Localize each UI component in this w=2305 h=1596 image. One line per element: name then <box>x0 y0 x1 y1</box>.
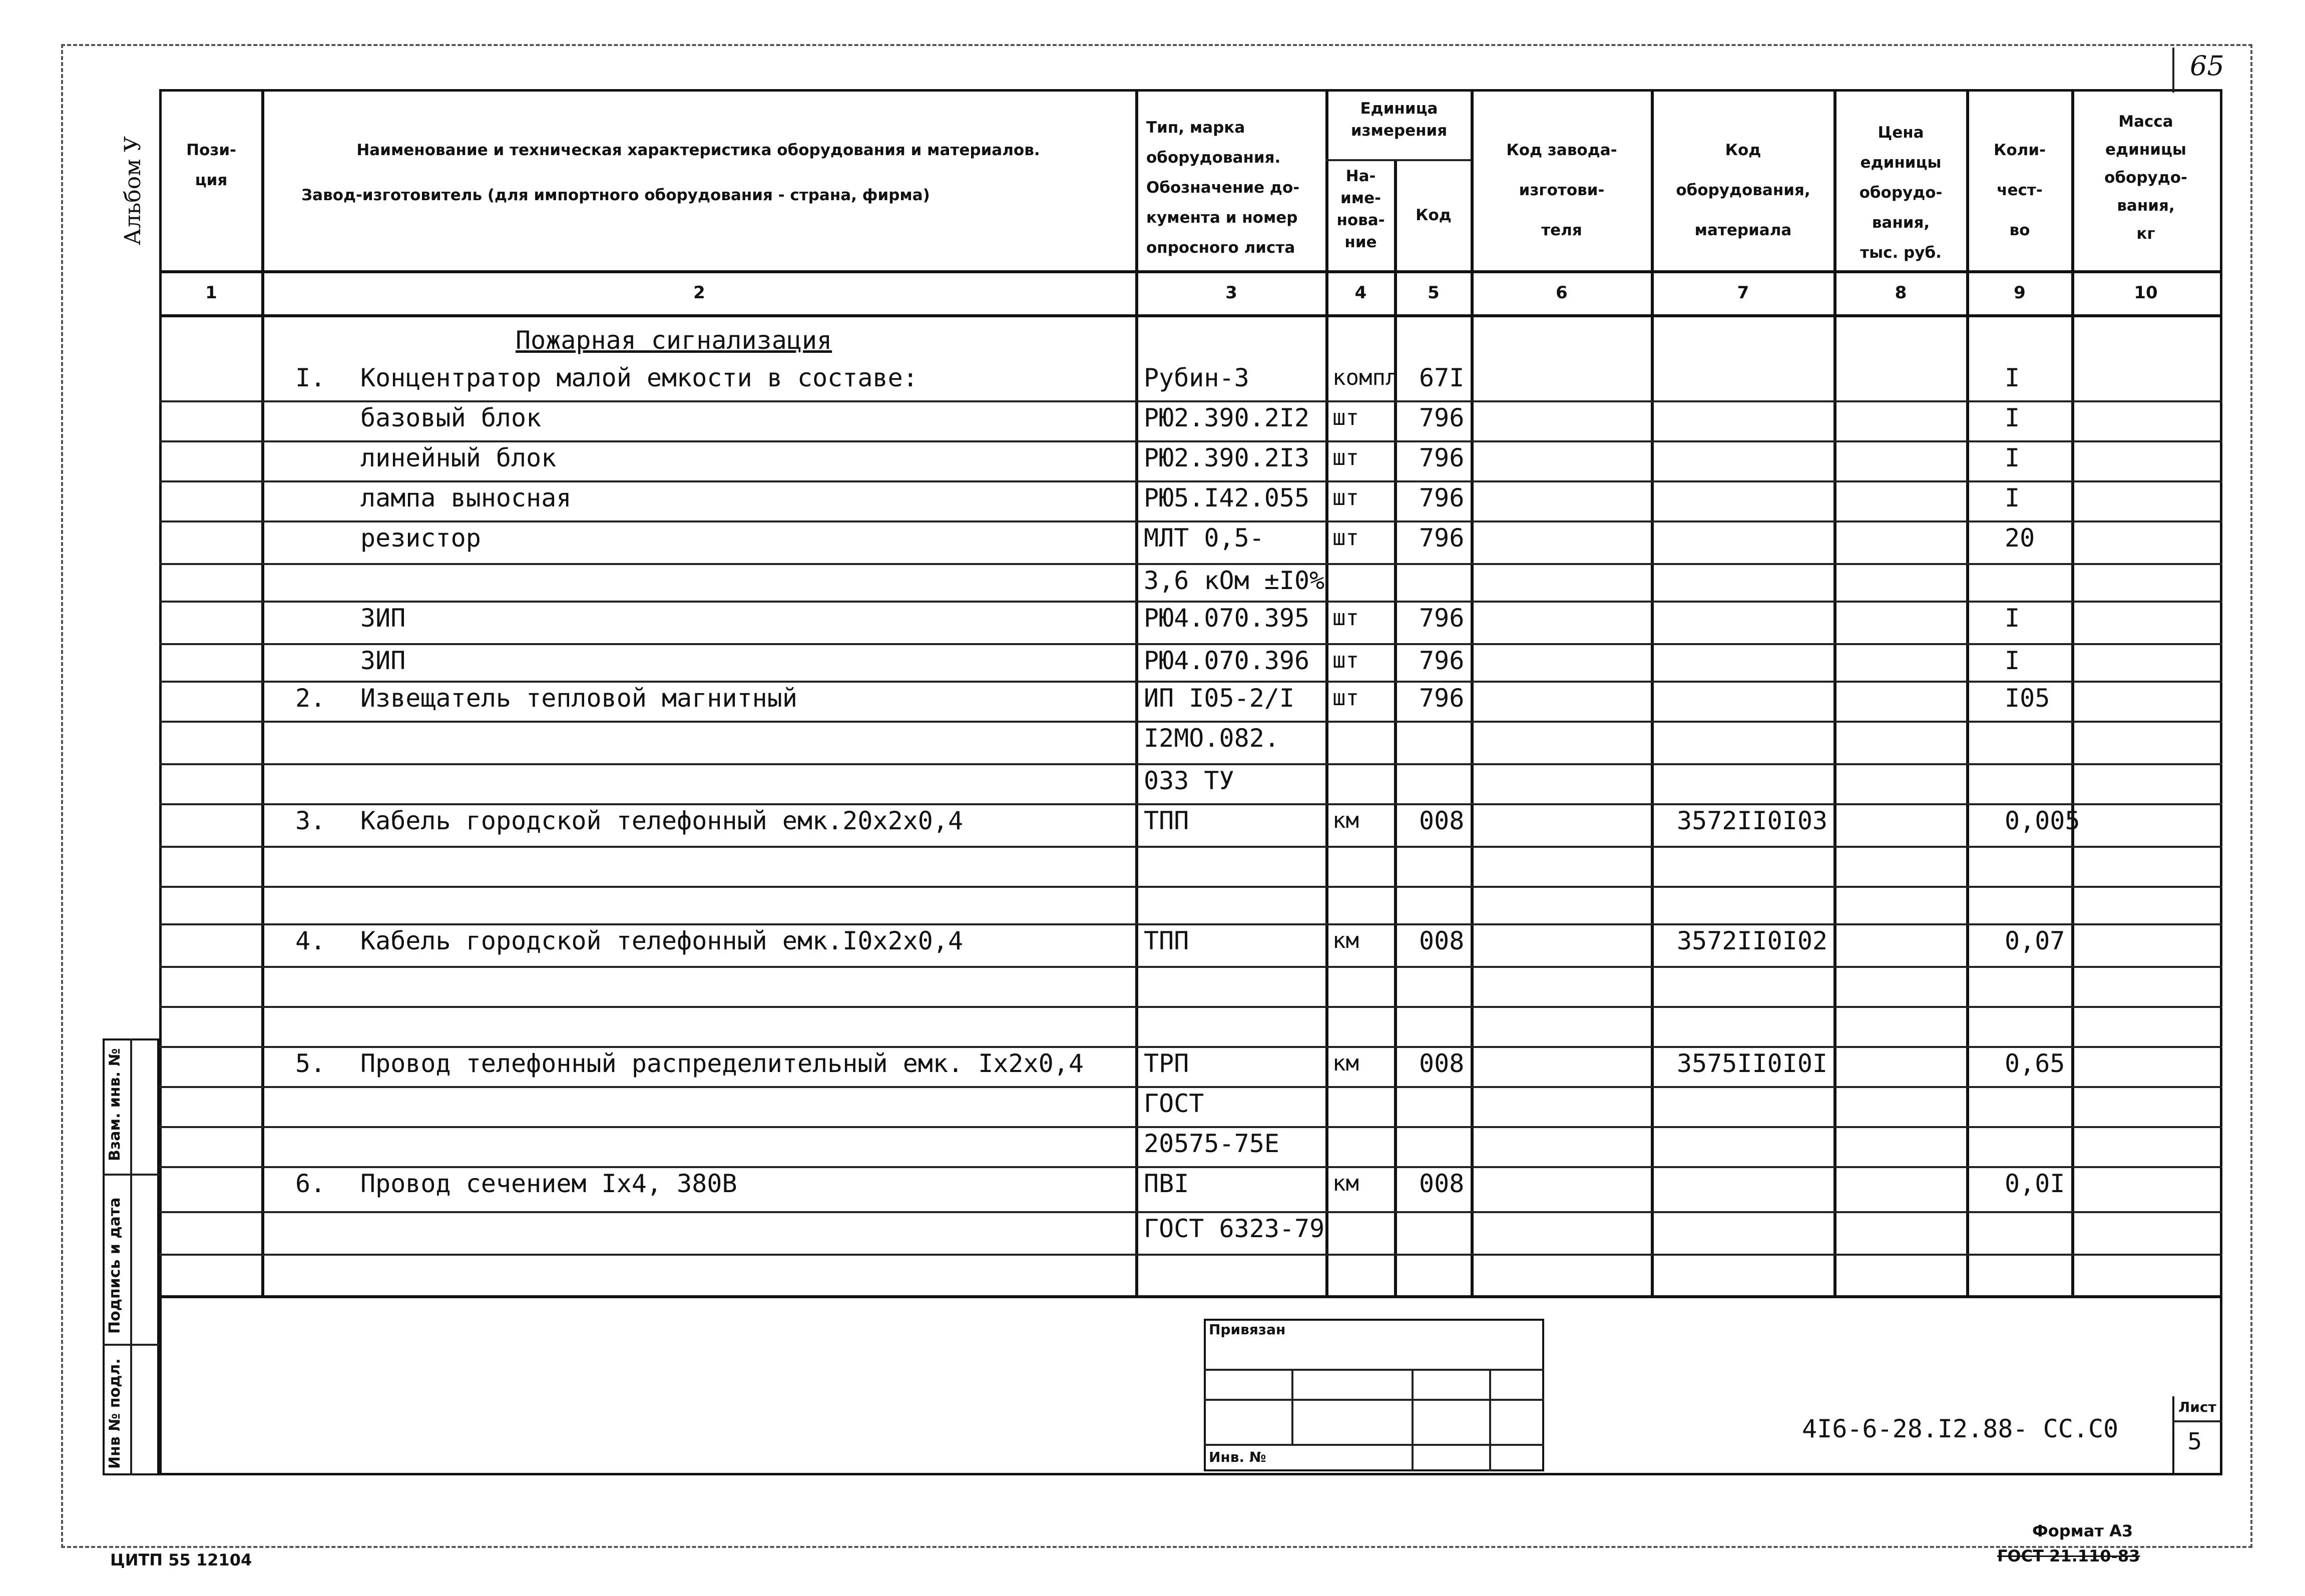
cell-code: 796 <box>1419 684 1465 713</box>
header-col8: Цена единицы оборудо- вания, тыс. руб. <box>1859 124 1943 262</box>
cell-type: РЮ2.390.2I3 <box>1144 443 1310 472</box>
table-row-line <box>159 520 2222 522</box>
cell-type: РЮ4.070.395 <box>1144 604 1310 633</box>
table-row-line <box>159 563 2222 565</box>
side-stamp-signature-date: Подпись и дата <box>106 1197 124 1334</box>
cell-qty: I05 <box>2005 684 2050 713</box>
cell-qty: I <box>2005 403 2020 432</box>
col-line-5 <box>1471 89 1474 1295</box>
bind-vline-2 <box>1412 1369 1414 1471</box>
table-row-line <box>159 1006 2222 1008</box>
table-row-line <box>159 923 2222 925</box>
cell-type: 20575-75Е <box>1144 1129 1279 1158</box>
cell-type: ГОСТ 6323-79 <box>1144 1214 1325 1243</box>
colnum-bottom-line <box>159 314 2222 317</box>
colnum-8: 8 <box>1895 283 1907 303</box>
cell-pos: I. <box>295 363 326 392</box>
col-line-7 <box>1833 89 1836 1295</box>
cell-type: 033 ТУ <box>1144 766 1234 795</box>
bind-title: Привязан <box>1209 1321 1286 1338</box>
cell-qty: I <box>2005 483 2020 512</box>
format-label: Формат А3 <box>2032 1521 2133 1540</box>
cell-type: Рубин-3 <box>1144 363 1249 392</box>
unit-subheader-line <box>1325 159 1471 161</box>
cell-pos: 4. <box>295 926 326 955</box>
cell-mat: 3575II0I0I <box>1677 1049 1828 1078</box>
col-line-1 <box>261 89 264 1295</box>
sheet-label: Лист <box>2178 1399 2216 1415</box>
header-col9: Коли- чест- во <box>1994 141 2046 239</box>
cell-qty: 20 <box>2005 523 2035 553</box>
table-row-line <box>159 1254 2222 1256</box>
cell-code: 008 <box>1419 806 1465 835</box>
table-row-line <box>159 763 2222 765</box>
cell-unit: шт <box>1332 648 1359 673</box>
cell-unit: шт <box>1332 685 1359 711</box>
cell-code: 796 <box>1419 604 1465 633</box>
cell-code: 008 <box>1419 1049 1465 1078</box>
header-col10: Масса единицы оборудо- вания, кг <box>2104 113 2187 243</box>
side-stamp-inner-line <box>130 1038 132 1475</box>
header-col3: Тип, марка оборудования. Обозначение до- кумента и номер опросного листа <box>1146 119 1300 257</box>
table-bottom-line <box>159 1295 2222 1298</box>
cell-unit: шт <box>1332 605 1359 631</box>
cell-code: 796 <box>1419 646 1465 675</box>
cell-type: ПВI <box>1144 1169 1189 1198</box>
cell-name: Провод телефонный распределительный емк. Iх2х0,4 <box>360 1049 1084 1078</box>
header-bottom-line <box>159 270 2222 273</box>
side-stamp-original-inv: Инв № подл. <box>106 1358 124 1469</box>
cell-mat: 3572II0I03 <box>1677 806 1828 835</box>
cell-code: 796 <box>1419 443 1465 472</box>
cell-mat: 3572II0I02 <box>1677 926 1828 955</box>
col-line-2 <box>1135 89 1138 1295</box>
table-row-line <box>159 886 2222 888</box>
table-row-line <box>159 440 2222 442</box>
cell-code: 796 <box>1419 483 1465 512</box>
table-row-line <box>159 1046 2222 1048</box>
header-col4: На- име- нова- ние <box>1336 167 1385 251</box>
cell-type: РЮ5.I42.055 <box>1144 483 1310 512</box>
cell-unit: км <box>1332 1171 1359 1196</box>
cell-unit: шт <box>1332 525 1359 551</box>
cell-type: РЮ4.070.396 <box>1144 646 1310 675</box>
table-row-line <box>159 643 2222 645</box>
table-row-line <box>159 1086 2222 1088</box>
cell-qty: 0,005 <box>2005 806 2080 835</box>
cell-name: резистор <box>360 523 481 553</box>
bind-vline-1 <box>1291 1369 1293 1444</box>
table-row-line <box>159 721 2222 723</box>
cell-name: ЗИП <box>360 646 406 675</box>
cell-type: ГОСТ <box>1144 1089 1204 1118</box>
cell-name: Кабель городской телефонный емк.20х2х0,4 <box>360 806 964 835</box>
cell-unit: компл <box>1332 365 1399 390</box>
colnum-9: 9 <box>2014 283 2026 303</box>
table-row-line <box>159 681 2222 683</box>
cell-unit: шт <box>1332 405 1359 430</box>
cell-pos: 2. <box>295 684 326 713</box>
gost-label: ГОСТ 21.110-83 <box>1997 1546 2140 1565</box>
header-col1: Пози- ция <box>186 141 236 189</box>
bind-line-1 <box>1204 1369 1544 1371</box>
table-row-line <box>159 966 2222 968</box>
cell-type: ТРП <box>1144 1049 1189 1078</box>
header-col5: Код <box>1416 206 1452 224</box>
cell-name: Кабель городской телефонный емк.I0х2х0,4 <box>360 926 964 955</box>
cell-unit: шт <box>1332 445 1359 470</box>
col-line-9 <box>2071 89 2074 1295</box>
cell-code: 008 <box>1419 926 1465 955</box>
cell-code: 67I <box>1419 363 1465 392</box>
colnum-10: 10 <box>2134 283 2158 303</box>
cell-type: МЛТ 0,5- <box>1144 523 1264 553</box>
cell-name: Концентратор малой емкости в составе: <box>360 363 918 392</box>
cell-qty: I <box>2005 443 2020 472</box>
cell-type: 3,6 кОм ±I0% <box>1144 566 1325 595</box>
colnum-3: 3 <box>1225 283 1237 303</box>
table-row-line <box>159 846 2222 848</box>
cell-name: лампа выносная <box>360 483 572 512</box>
header-col6: Код завода- изготови- теля <box>1506 141 1617 239</box>
sheet-number: 5 <box>2187 1428 2202 1455</box>
cell-pos: 3. <box>295 806 326 835</box>
bind-inv-label: Инв. № <box>1209 1449 1266 1465</box>
bind-vline-3 <box>1489 1369 1491 1471</box>
cell-type: I2МО.082. <box>1144 724 1279 753</box>
document-code: 4I6-6-28.I2.88- СС.С0 <box>1802 1414 2119 1443</box>
table-row-line <box>159 480 2222 482</box>
cell-code: 796 <box>1419 403 1465 432</box>
table-row-line <box>159 1211 2222 1213</box>
table-row-line <box>159 601 2222 603</box>
side-stamp-replace-inv: Взам. инв. № <box>106 1048 124 1161</box>
cell-type: ТПП <box>1144 806 1189 835</box>
header-col2-line1: Наименование и техническая характеристика оборудования и материалов. <box>356 141 1040 159</box>
bind-line-2 <box>1204 1399 1544 1401</box>
cell-pos: 5. <box>295 1049 326 1078</box>
cell-name: Извещатель тепловой магнитный <box>360 684 797 713</box>
colnum-6: 6 <box>1556 283 1568 303</box>
bind-line-3 <box>1204 1444 1544 1446</box>
cell-unit: км <box>1332 928 1359 953</box>
colnum-5: 5 <box>1428 283 1440 303</box>
cell-qty: 0,0I <box>2005 1169 2065 1198</box>
cell-name: Провод сечением Iх4, 380В <box>360 1169 737 1198</box>
sheet-divider <box>2172 1420 2222 1422</box>
section-title: Пожарная сигнализация <box>516 326 832 355</box>
colnum-7: 7 <box>1737 283 1749 303</box>
header-col7: Код оборудования, материала <box>1676 141 1810 239</box>
cell-qty: 0,07 <box>2005 926 2065 955</box>
table-row-line <box>159 1166 2222 1168</box>
cell-name: ЗИП <box>360 604 406 633</box>
cell-code: 796 <box>1419 523 1465 553</box>
cell-unit: шт <box>1332 485 1359 510</box>
header-col45: Единица измерения <box>1350 100 1448 140</box>
col-line-3 <box>1325 89 1328 1295</box>
cell-type: РЮ2.390.2I2 <box>1144 403 1310 432</box>
table-row-line <box>159 1126 2222 1128</box>
cell-pos: 6. <box>295 1169 326 1198</box>
cell-code: 008 <box>1419 1169 1465 1198</box>
cell-qty: I <box>2005 646 2020 675</box>
col-line-8 <box>1966 89 1969 1295</box>
cell-type: ТПП <box>1144 926 1189 955</box>
table-row-line <box>159 803 2222 805</box>
cell-unit: км <box>1332 808 1359 833</box>
tsitp-label: ЦИТП 55 12104 <box>110 1550 252 1569</box>
cell-name: базовый блок <box>360 403 542 432</box>
header-col2-line2: Завод-изготовитель (для импортного оборудования - страна, фирма) <box>301 186 930 204</box>
album-label: Альбом У <box>120 136 146 245</box>
colnum-4: 4 <box>1354 283 1367 303</box>
cell-name: линейный блок <box>360 443 557 472</box>
cell-type: ИП I05-2/I <box>1144 684 1295 713</box>
cell-qty: I <box>2005 363 2020 392</box>
cell-qty: I <box>2005 604 2020 633</box>
page-number-handwritten: 65 <box>2190 50 2224 82</box>
colnum-2: 2 <box>693 283 705 303</box>
cell-unit: км <box>1332 1050 1359 1076</box>
cell-qty: 0,65 <box>2005 1049 2065 1078</box>
colnum-1: 1 <box>205 283 217 303</box>
table-row-line <box>159 400 2222 402</box>
col-line-6 <box>1651 89 1654 1295</box>
col-line-4 <box>1394 159 1397 1295</box>
